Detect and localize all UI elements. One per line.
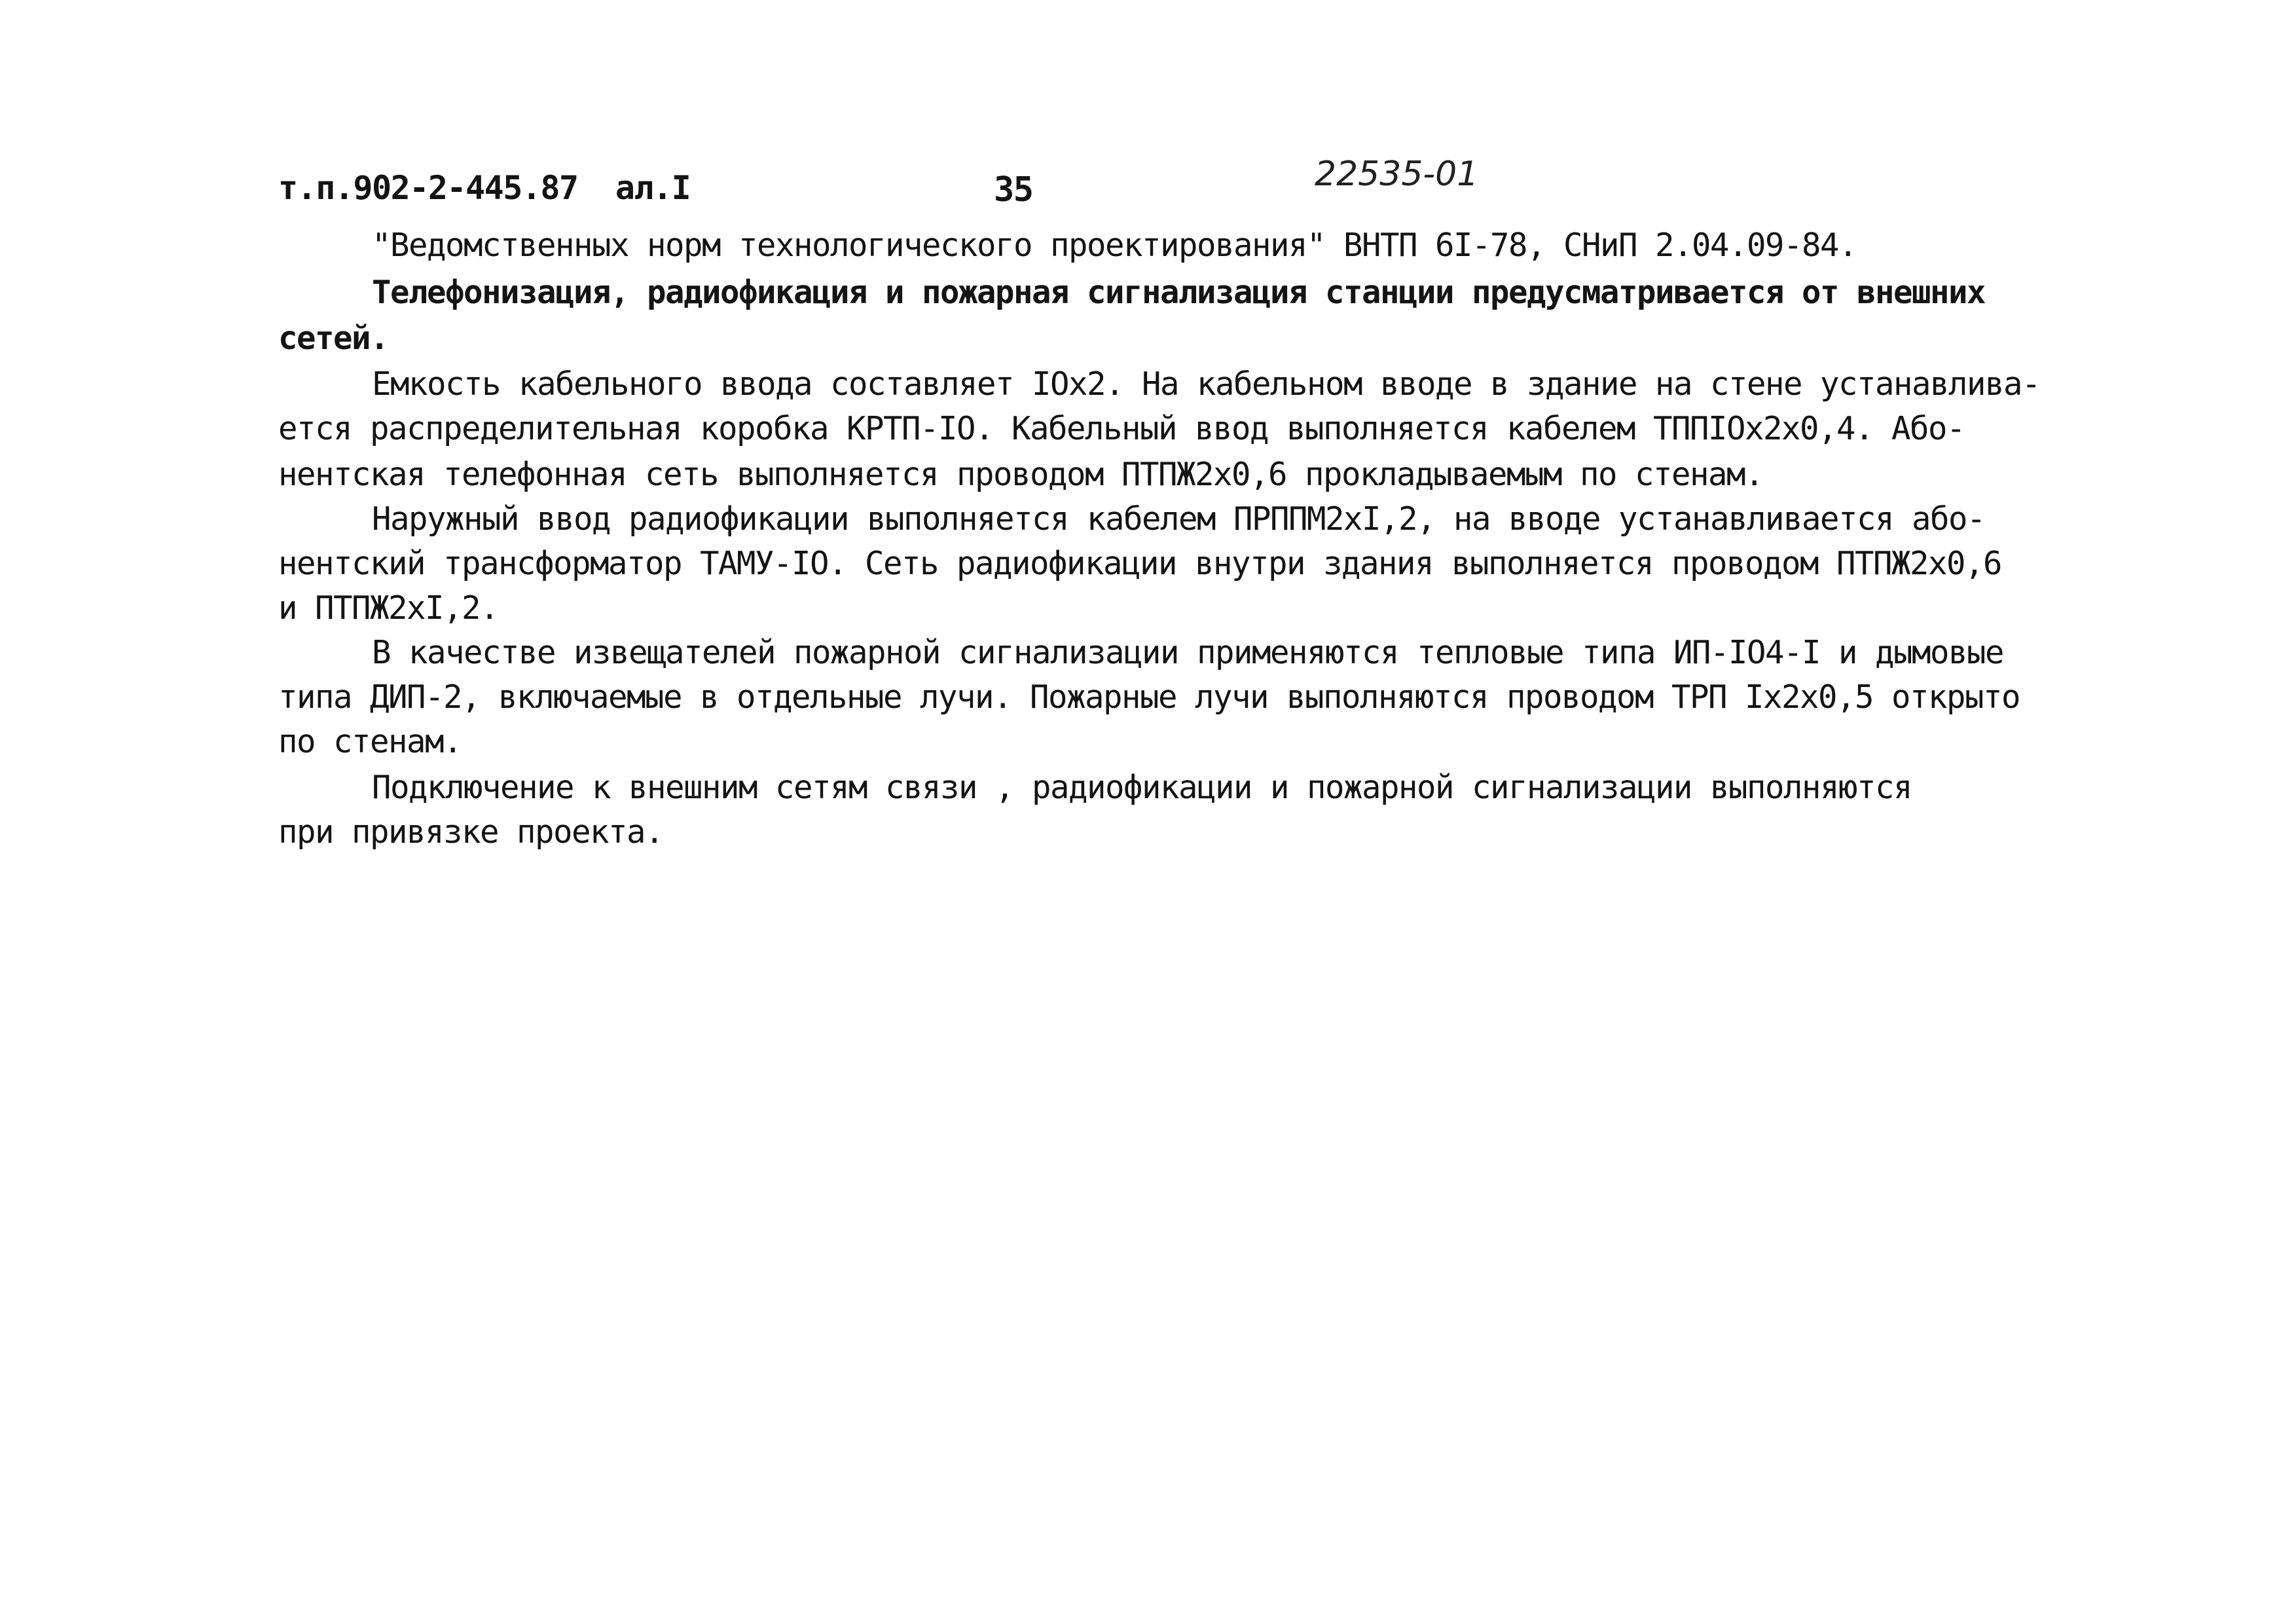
body-line-5: ется распределительная коробка КРТП-IO. Кабельный ввод выполняется кабелем ТППIOx2x0,4. Або- [278, 410, 1965, 447]
document-reference: т.п.902-2-445.87 ал.I [278, 169, 691, 207]
body-line-9: и ПТПЖ2xI,2. [278, 589, 499, 627]
body-line-1: "Ведомственных норм технологического проектирования" ВНТП 6I-78, СНиП 2.04.09-84. [372, 227, 1857, 264]
body-line-14: при привязке проекта. [278, 813, 664, 851]
page-number: 35 [994, 170, 1033, 210]
body-line-12: по стенам. [278, 723, 462, 760]
body-line-13: Подключение к внешним сетям связи , радиофикации и пожарной сигнализации выполняются [372, 769, 1912, 806]
body-line-4: Емкость кабельного ввода составляет IOx2. На кабельном вводе в здание на стене устанавлива- [372, 365, 2041, 403]
body-line-2: Телефонизация, радиофикация и пожарная сигнализация станции предусматривается от внешних [372, 274, 1986, 311]
body-line-3: сетей. [278, 320, 389, 357]
body-line-6: нентская телефонная сеть выполняется проводом ПТПЖ2x0,6 прокладываемым по стенам. [278, 456, 1764, 493]
body-line-10: В качестве извещателей пожарной сигнализации применяются тепловые типа ИП-IO4-I и дымовые [372, 634, 2004, 671]
handwritten-inventory-number: 22535-01 [1315, 155, 1479, 194]
body-line-8: нентский трансформатор ТАМУ-IO. Сеть радиофикации внутри здания выполняется проводом ПТПЖ2x0,6 [278, 545, 2002, 582]
body-line-7: Наружный ввод радиофикации выполняется кабелем ПРППМ2xI,2, на вводе устанавливается або- [372, 500, 1986, 538]
body-line-11: типа ДИП-2, включаемые в отдельные лучи. Пожарные лучи выполняются проводом ТРП Ix2x0,5 открыто [278, 678, 2020, 716]
